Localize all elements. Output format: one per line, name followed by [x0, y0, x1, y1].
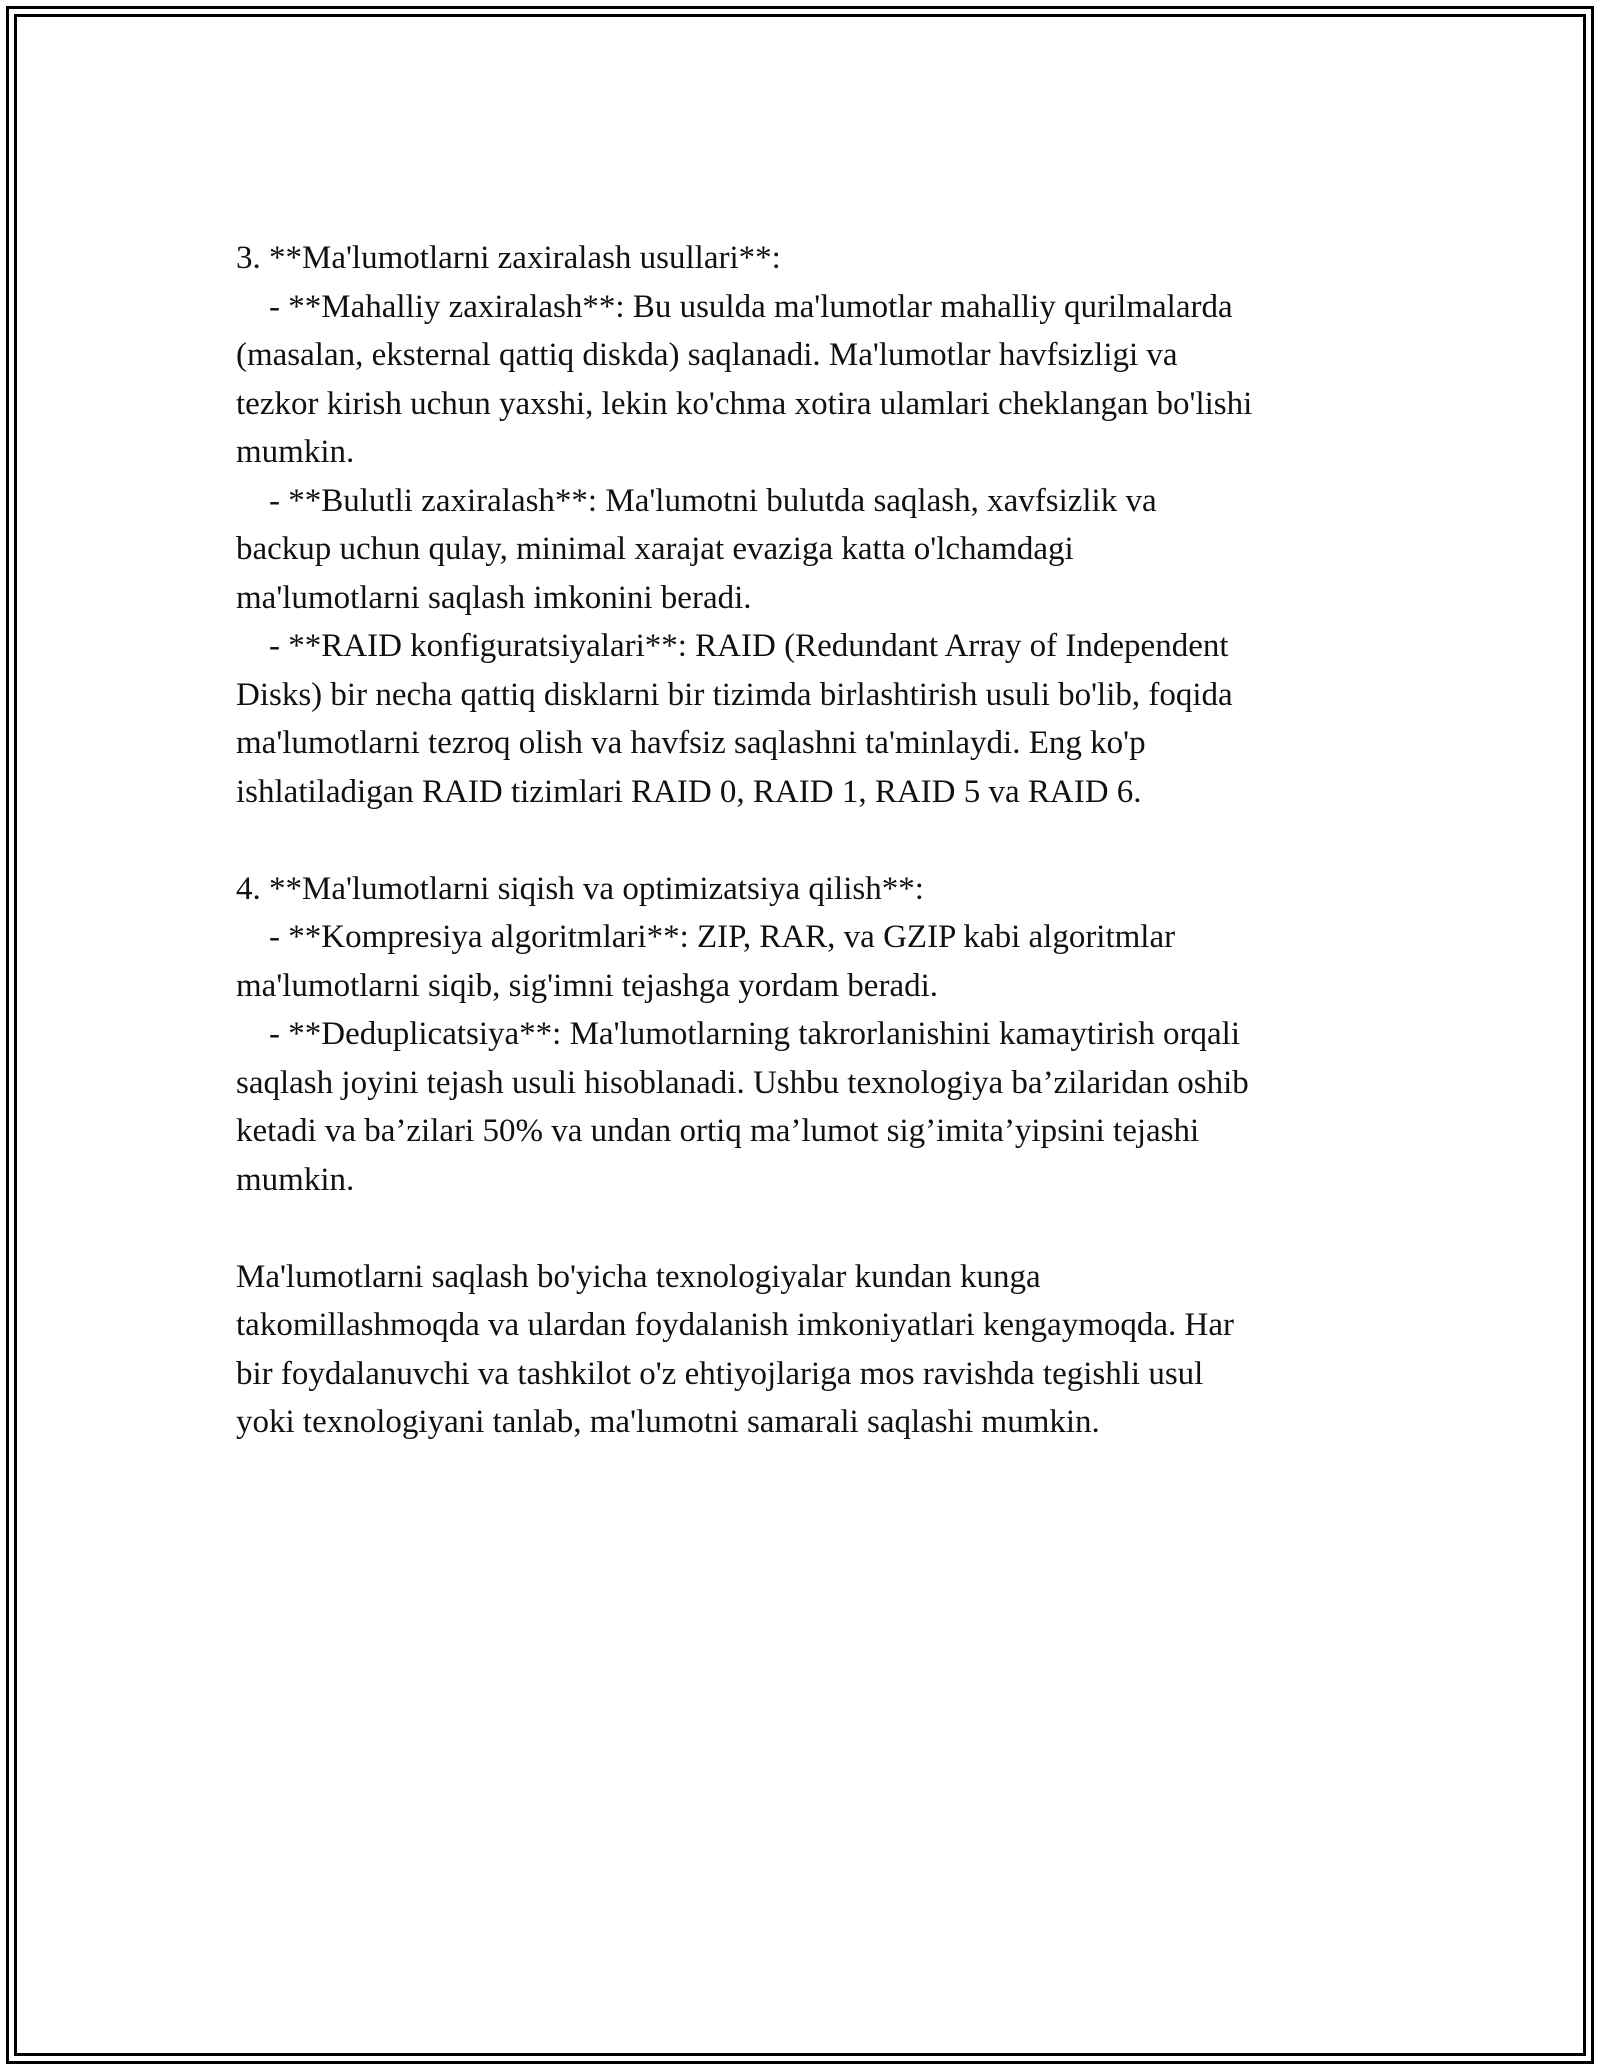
text-line: - **RAID konfiguratsiyalari**: RAID (Redundant Array of Independent	[236, 628, 1229, 664]
text-line: Disks) bir necha qattiq disklarni bir tizimda birlashtirish usuli bo'lib, foqida	[236, 676, 1233, 713]
text-line: (masalan, eksternal qattiq diskda) saqlanadi. Ma'lumotlar havfsizligi va	[236, 337, 1178, 373]
text-line: - **Deduplicatsiya**: Ma'lumotlarning takrorlanishini kamaytirish orqali	[236, 1016, 1240, 1052]
paragraph-spacer	[236, 816, 1376, 865]
text-line: - **Mahalliy zaxiralash**: Bu usulda ma'lumotlar mahalliy qurilmalarda	[236, 288, 1233, 325]
text-line: backup uchun qulay, minimal xarajat evaziga katta o'lchamdagi	[236, 531, 1074, 567]
conclusion-paragraph	[236, 1253, 1376, 1447]
text-line: - **Bulutli zaxiralash**: Ma'lumotni bulutda saqlash, xavfsizlik va	[236, 482, 1157, 519]
section-3-backup-methods	[236, 234, 1376, 816]
text-line: ma'lumotlarni siqib, sig'imni tejashga yordam beradi.	[236, 967, 939, 1004]
text-line: mumkin.	[236, 434, 355, 470]
text-line: ishlatiladigan RAID tizimlari RAID 0, RAID 1, RAID 5 va RAID 6.	[236, 773, 1142, 810]
paragraph-spacer	[236, 1204, 1376, 1253]
text-line: - **Kompresiya algoritmlari**: ZIP, RAR, va GZIP kabi algoritmlar	[236, 919, 1176, 955]
section-3-heading: 3. **Ma'lumotlarni zaxiralash usullari**:	[236, 240, 781, 276]
section-4-heading: 4. **Ma'lumotlarni siqish va optimizatsiya qilish**:	[236, 870, 924, 907]
text-line: mumkin.	[236, 1161, 355, 1198]
text-line: tezkor kirish uchun yaxshi, lekin ko'chma xotira ulamlari cheklangan bo'lishi	[236, 385, 1253, 422]
section-4-compression	[236, 865, 1376, 1205]
text-line: bir foydalanuvchi va tashkilot o'z ehtiyojlariga mos ravishda tegishli usul	[236, 1355, 1204, 1392]
text-line: ketadi va ba’zilari 50% va undan ortiq ma’lumot sig’imita’yipsini tejashi	[236, 1113, 1200, 1149]
text-line: ma'lumotlarni saqlash imkonini beradi.	[236, 579, 752, 616]
text-line: yoki texnologiyani tanlab, ma'lumotni samarali saqlashi mumkin.	[236, 1404, 1100, 1440]
text-line: takomillashmoqda va ulardan foydalanish imkoniyatlari kengaymoqda. Har	[236, 1307, 1234, 1343]
text-line: ma'lumotlarni tezroq olish va havfsiz saqlashni ta'minlaydi. Eng ko'p	[236, 725, 1146, 761]
text-line: saqlash joyini tejash usuli hisoblanadi. Ushbu texnologiya ba’zilaridan oshib	[236, 1064, 1249, 1101]
document-body	[236, 234, 1376, 1447]
text-line: Ma'lumotlarni saqlash bo'yicha texnologiyalar kundan kunga	[236, 1258, 1041, 1295]
